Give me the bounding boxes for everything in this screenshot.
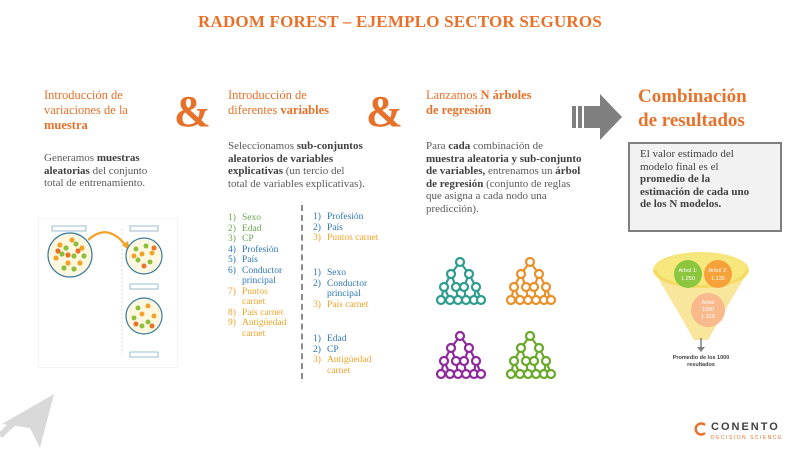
funnel-label-2b: 1.135 (711, 276, 725, 282)
logo-icon (694, 422, 708, 436)
subset-item: 1) Profesión (313, 212, 364, 222)
col3-body (426, 140, 616, 215)
col3-body-4b: (conjunto de reglas (486, 177, 571, 190)
col1-heading-line1: Introducción de (44, 88, 123, 102)
col3-body-1b: cada (448, 140, 471, 152)
col2-heading (228, 88, 368, 118)
sample-label-1 (130, 226, 158, 231)
ampersand-2: & (366, 87, 403, 136)
funnel-icon (646, 248, 756, 374)
variable-item: 5) País (228, 255, 258, 265)
col3-heading-1b: N árboles (480, 88, 532, 102)
combo-line5: de los N modelos. (640, 198, 722, 210)
sample-label-n (130, 352, 158, 357)
variable-item: 2) Edad (228, 223, 262, 234)
col1-body-2a: aleatorias (44, 164, 90, 177)
col1-body-1a: Generamos (44, 152, 95, 164)
funnel-caption-1: Promedio de los 1000 (672, 355, 730, 361)
funnel-label-2a: Arbol 2: (708, 268, 728, 274)
col3-heading-1a: Lanzamos (426, 88, 478, 102)
subset-item: 3) Antigüedad carnet (313, 355, 372, 376)
col3-body-1a: Para (426, 140, 446, 152)
combo-line1: El valor estimado del (640, 148, 734, 160)
subset-item: 2) País (313, 222, 343, 233)
funnel-label-1000b: 1000 (701, 307, 715, 313)
col2-body-3b: (un tercio del (285, 165, 345, 177)
sample-label-2 (130, 284, 158, 289)
col3-body-5: que asigna a cada nodo una (426, 190, 547, 202)
decorative-swoosh (0, 388, 70, 450)
variable-item: 3) CP (228, 234, 254, 244)
funnel-label-1a: Arbol 1: (678, 268, 698, 274)
conento-logo (694, 419, 794, 443)
variable-item: 9) Antigüedad carnet (228, 318, 287, 339)
logo-tagline: DECISION SCIENCE (711, 435, 783, 441)
col1-heading-line2: variaciones de la (44, 103, 128, 117)
col1-heading-line3: muestra (44, 118, 88, 132)
funnel-stem-arrow (697, 347, 705, 352)
variable-subset-1 (313, 212, 398, 244)
variables-divider (301, 205, 303, 379)
col1-heading (44, 88, 184, 133)
col1-body (44, 152, 184, 190)
variable-item: 7) Puntos carnet (228, 286, 268, 307)
trees-illustration (432, 252, 562, 387)
tree-icon (437, 258, 485, 304)
col2-body-1b: sub-conjuntos (296, 140, 363, 152)
variables-full-list (228, 213, 298, 339)
ampersand-1: & (174, 87, 211, 136)
subset-item: 3) Puntos carnet (313, 233, 379, 243)
col3-heading (426, 88, 576, 118)
tree-icon (507, 332, 555, 378)
col2-body-4: total de variables explicativas). (228, 177, 365, 190)
sample-circle-2 (126, 298, 162, 334)
variable-item: 1) Sexo (228, 213, 261, 223)
combo-line4: estimación de cada uno (640, 185, 750, 198)
right-arrow-icon (572, 92, 624, 142)
subset-item: 2) CP (313, 344, 339, 355)
funnel-bubble-2 (704, 260, 732, 288)
variable-item: 6) Conductor principal (228, 265, 283, 286)
subset-item: 1) Edad (313, 334, 347, 344)
col2-body-3a: explicativas (228, 165, 283, 177)
col3-body-2a: muestra aleatoria y sub-conjunto (426, 152, 582, 165)
variable-item: 4) Profesión (228, 244, 279, 255)
col4-heading-line2: de resultados (638, 110, 745, 131)
col3-body-3a: de variables, (426, 165, 486, 177)
col3-body-3c: árbol (555, 165, 581, 177)
col1-body-3: total de entrenamiento. (44, 177, 146, 189)
funnel-label-1000a: Arbol (701, 300, 715, 306)
funnel-bubble-1 (674, 260, 702, 288)
col2-heading-line1: Introducción de (228, 88, 307, 102)
sample-circle-1 (126, 238, 162, 274)
col1-body-2b: del conjunto (92, 164, 148, 177)
col2-body-1a: Seleccionamos (228, 140, 294, 152)
combo-line2: modelo final es el (640, 160, 719, 173)
variable-subset-2 (313, 268, 398, 310)
col3-body-3b: entrenamos un (488, 165, 553, 177)
col2-heading-2b: variables (280, 103, 330, 117)
sample-illustration (38, 218, 178, 368)
tree-icon (507, 258, 555, 304)
funnel-caption-2: resultados (687, 362, 715, 368)
combo-line3: promedio de la (640, 173, 711, 185)
subset-item: 2) Conductor principal (313, 278, 368, 299)
variable-item: 8) País carnet (228, 307, 284, 318)
subset-item: 1) Sexo (313, 268, 346, 278)
sample-circle-total (48, 233, 92, 277)
variable-subset-3 (313, 334, 398, 376)
col3-body-1c: combinación de (473, 140, 543, 152)
col2-heading-2a: diferentes (228, 103, 278, 117)
tree-icon (437, 332, 485, 378)
page-title: RADOM FOREST – EJEMPLO SECTOR SEGUROS (198, 12, 602, 31)
logo-name: CONENTO (711, 421, 780, 433)
col3-body-6: predicción). (426, 202, 479, 215)
col3-body-4a: de regresión (426, 177, 484, 190)
col1-body-bold1: muestras (96, 152, 140, 164)
col2-body (228, 140, 398, 190)
sample-label-total (52, 226, 86, 231)
funnel-label-1000c: 1.315 (701, 314, 715, 320)
col4-heading-line1: Combinación (638, 86, 747, 107)
col2-body-2: aleatorios de variables (228, 152, 334, 165)
col4-heading (638, 86, 788, 132)
subset-item: 3) País carnet (313, 299, 369, 310)
col3-heading-2: de regresión (426, 103, 492, 117)
funnel-label-1b: 1.250 (681, 276, 695, 282)
combination-box (628, 142, 782, 232)
